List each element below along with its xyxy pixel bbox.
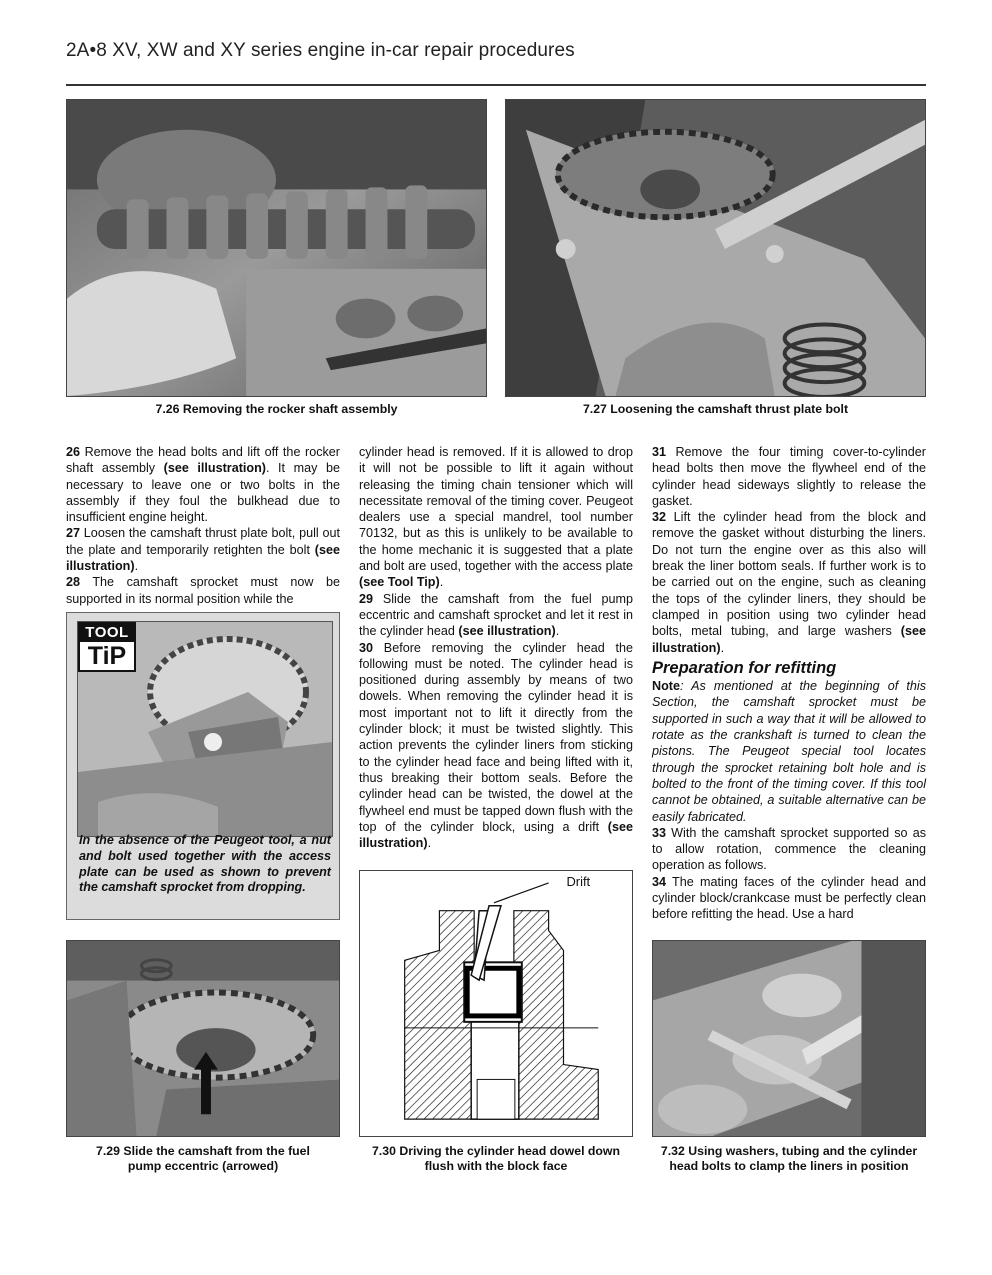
column-2 (359, 444, 633, 851)
para-26: 26 Remove the head bolts and lift off the rocker shaft assembly (see illustration). It may be necessary to leave one or two bolts in the assembly if they foul the bulkhead due to insufficient engine height. (66, 445, 340, 525)
tool-tip-text: In the absence of the Peugeot tool, a nut and bolt used together with the access plate can be used as shown to prevent the camshaft sprocket from dropping. (79, 833, 331, 895)
para-33: 33 With the camshaft sprocket supported so as to allow rotation, commence the cleaning operation as follows. (652, 825, 926, 873)
photo-7-27 (505, 99, 926, 397)
photo-7-26 (66, 99, 487, 397)
caption-7-29: 7.29 Slide the camshaft from the fuel pump eccentric (arrowed) (96, 1144, 310, 1173)
tool-tip-photo (77, 621, 333, 837)
photo-7-32 (652, 940, 926, 1137)
note-paragraph: Note: As mentioned at the beginning of this Section, the camshaft sprocket must be supported in such a way that it will be allowed to rotate as the crankshaft is turned to clean the pistons. The Peugeot special tool locates through the sprocket retaining bolt hole and is bolted to the front of the timing cover. If this tool cannot be obtained, a suitable alternative can be easily fabricated. (652, 679, 926, 824)
para-28: 28 The camshaft sprocket must now be supported in its normal position while the (66, 575, 340, 606)
para-34: 34 The mating faces of the cylinder head and cylinder block/crankcase must be perfectly clean before refitting the head. Use a hard (652, 874, 926, 922)
diagram-7-30 (359, 870, 633, 1137)
column-3 (652, 444, 926, 923)
tool-tip-badge: TOOL TiP (78, 622, 136, 672)
caption-7-27: 7.27 Loosening the camshaft thrust plate bolt (582, 402, 849, 416)
caption-7-26: 7.26 Removing the rocker shaft assembly (155, 402, 398, 416)
para-30: 30 Before removing the cylinder head the following must be noted. The cylinder head is positioned during assembly by means of two dowels. When removing the cylinder head it is most important not to lift it directly from the cylinder block; it must be twisted slightly. This action prevents the cylinder liners from sticking to the cylinder head face and being lifted with it, thus breaking their bottom seals. Before the cylinder head can be twisted, the dowel at the flywheel end must be tapped down flush with the top of the cylinder block, using a drift (see illustration). (359, 640, 633, 851)
page-header: 2A•8 XV, XW and XY series engine in-car repair procedures (66, 40, 575, 61)
header-rule (66, 84, 926, 86)
para-27: 27 Loosen the camshaft thrust plate bolt, pull out the plate and temporarily retighten the bolt (see illustration). (66, 526, 340, 574)
para-29: 29 Slide the camshaft from the fuel pump eccentric and camshaft sprocket and let it rest in the cylinder head (see illustration). (359, 591, 633, 639)
caption-7-32: 7.32 Using washers, tubing and the cylinder head bolts to clamp the liners in position (660, 1144, 918, 1173)
para-31: 31 Remove the four timing cover-to-cylinder head bolts then move the flywheel end of the cylinder head sideways slightly to release the gasket. (652, 445, 926, 508)
section-subheading: Preparation for refitting (652, 658, 837, 677)
photo-7-29 (66, 940, 340, 1137)
diagram-label-drift: Drift (566, 873, 591, 889)
para-32: 32 Lift the cylinder head from the block and remove the gasket without disturbing the liners. Do not turn the engine over as this also will break the liner bottom seals. If further work is to be carried out on the engine, such as cleaning the tops of the cylinder liners, they should be clamped in position using two cylinder head bolts, metal tubing, and large washers (see illustration). (652, 510, 926, 655)
para-28-continued: cylinder head is removed. If it is allowed to drop it will not be possible to lift it again without releasing the timing chain tensioner which will necessitate removal of the timing cover. Peugeot dealers use a special mandrel, tool number 70132, but as this is unlikely to be available to the home mechanic it is suggested that a plate and bolt are used, together with the access plate (see Tool Tip). (359, 445, 633, 590)
tool-tip-box (66, 612, 340, 920)
column-1 (66, 444, 340, 607)
caption-7-30: 7.30 Driving the cylinder head dowel down flush with the block face (371, 1144, 621, 1173)
